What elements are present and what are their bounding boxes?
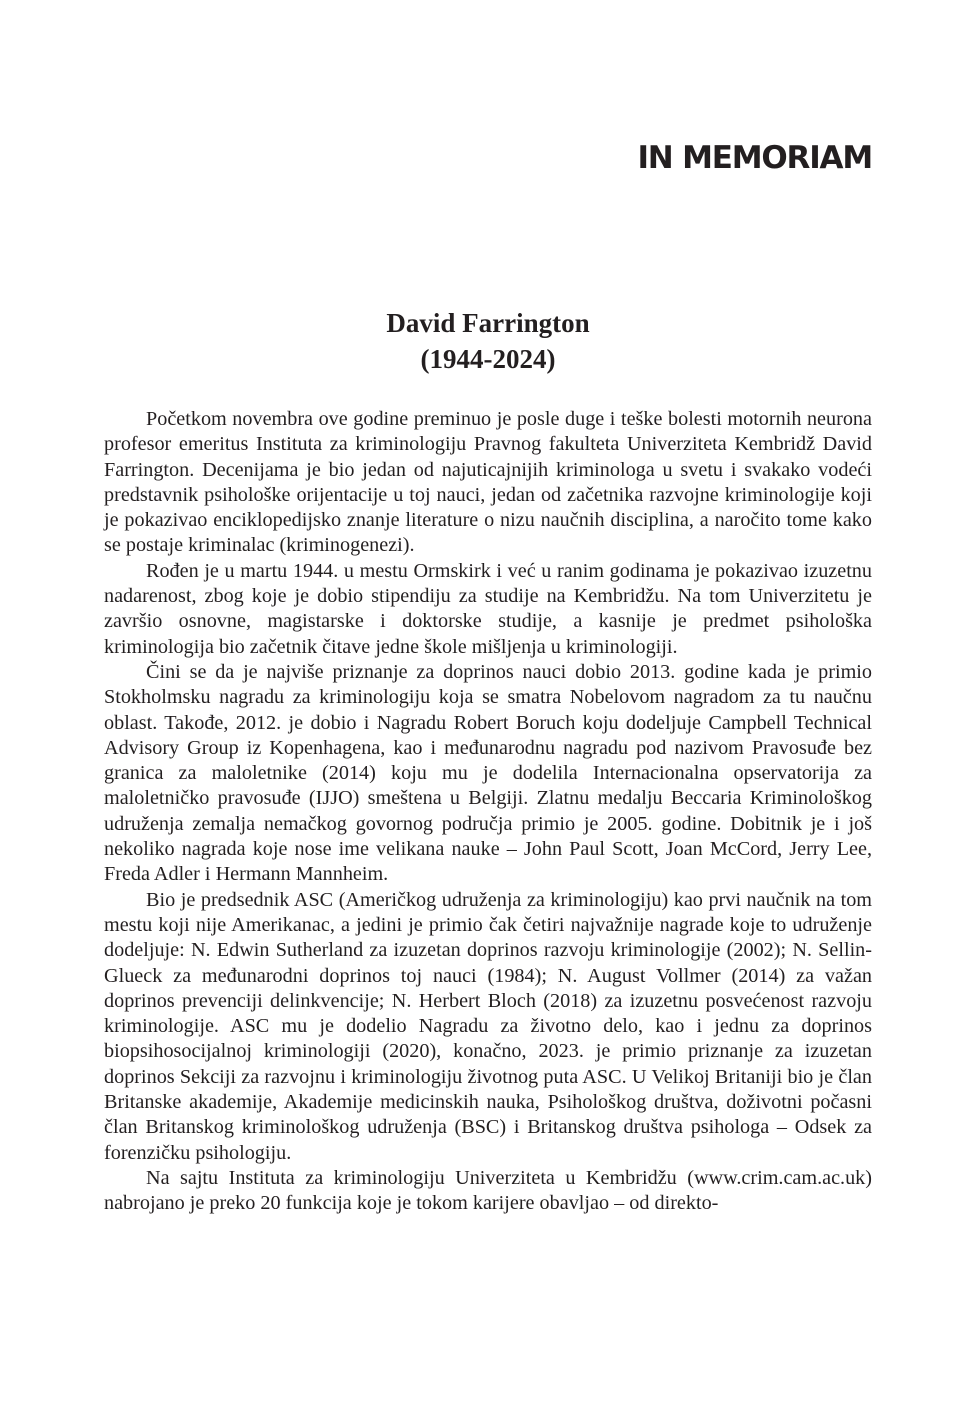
article-subject-years: (1944-2024) bbox=[420, 344, 556, 374]
paragraph: Rođen je u martu 1944. u mestu Ormskirk i već u ranim godinama je pokazivao izuzetnu nadarenost, zbog koje je dobio stipendiju za studije na Kembridžu. Na tom Univerzitetu je završio osnovne, magistarske i doktorske studije, a kasnije je predmet psihološka kriminologija bio začetnik čitave jedne škole mišljenja u kriminologiji. bbox=[104, 559, 872, 658]
paragraph: Početkom novembra ove godine preminuo je posle duge i teške bolesti motornih neurona profesor emeritus Instituta za kriminologiju Pravnog fakulteta Univerziteta Kembridž David Farrington. Decenijama je bio jedan od najuticajnijih kriminologa u svetu i svakako vodeći predstavnik psihološke orijentacije u toj nauci, jedan od začetnika razvojne kriminologije koji je pokazivao enciklopedijsko znanje literature o nizu naučnih disciplina, a naročito tome kako se postaje kriminalac (kriminogenezi). bbox=[104, 408, 872, 557]
paragraph: Na sajtu Instituta za kriminologiju Univerziteta u Kembridžu (www.crim.cam.ac.uk) nabrojano je preko 20 funkcija koje je tokom karijere obavljao – od direkto- bbox=[104, 1166, 872, 1215]
paragraph: Bio je predsednik ASC (Američkog udruženja za kriminologiju) kao prvi naučnik na tom mestu koji nije Amerikanac, a jedini je primio čak četiri najvažnije nagrade koje to udruženje dodeljuje: N. Edwin Sutherland za izuzetan doprinos razvoju kriminologije (2002); N. Sellin-Glueck za međunarodni doprinos toj nauci (1984); N. August Vollmer (2014) za važan doprinos prevenciji delinkvencije; N. Herbert Bloch (2018) za izuzetnu posvećenost razvoju kriminologije. ASC mu je dodelio Nagradu za životno delo, kao i jednu za doprinos biopsihosocijalnoj kriminologiji (2020), konačno, 2023. je primio priznanje za izuzetan doprinos Sekciji za razvojnu i kriminologiju životnog puta ASC. U Velikoj Britaniji bio je član Britanske akademije, Akademije medicinskih nauka, Psihološkog društva, doživotni počasni član Britanskog kriminološkog udruženja (BSC) i Britanskog društva psihologa – Odsek za forenzičku psihologiju. bbox=[104, 888, 872, 1164]
article-heading bbox=[104, 305, 872, 377]
paragraph: Čini se da je najviše priznanje za doprinos nauci dobio 2013. godine kada je primio Stokholmsku nagradu za kriminologiju koja se smatra Nobelovom nagradom za tu naučnu oblast. Takođe, 2012. je dobio i Nagradu Robert Boruch koju dodeljuje Campbell Technical Advisory Group iz Kopenhagena, kao i međunarodnu nagradu pod nazivom Pravosuđe bez granica za maloletnike (2014) koju mu je dodelila Internacionalna opservatorija za maloletničko pravosuđe (IJJO) smeštena u Belgiji. Zlatnu medalju Beccaria Kriminološkog udruženja zemalja nemačkog govornog područja primio je 2005. godine. Dobitnik je i još nekoliko nagrada koje nose ime velikana nauke – John Paul Scott, Joan McCord, Jerry Lee, Freda Adler i Hermann Mannheim. bbox=[104, 660, 872, 886]
article-subject-name: David Farrington bbox=[386, 308, 590, 338]
article-body bbox=[104, 407, 872, 1217]
section-title: IN MEMORIAM bbox=[637, 140, 872, 176]
